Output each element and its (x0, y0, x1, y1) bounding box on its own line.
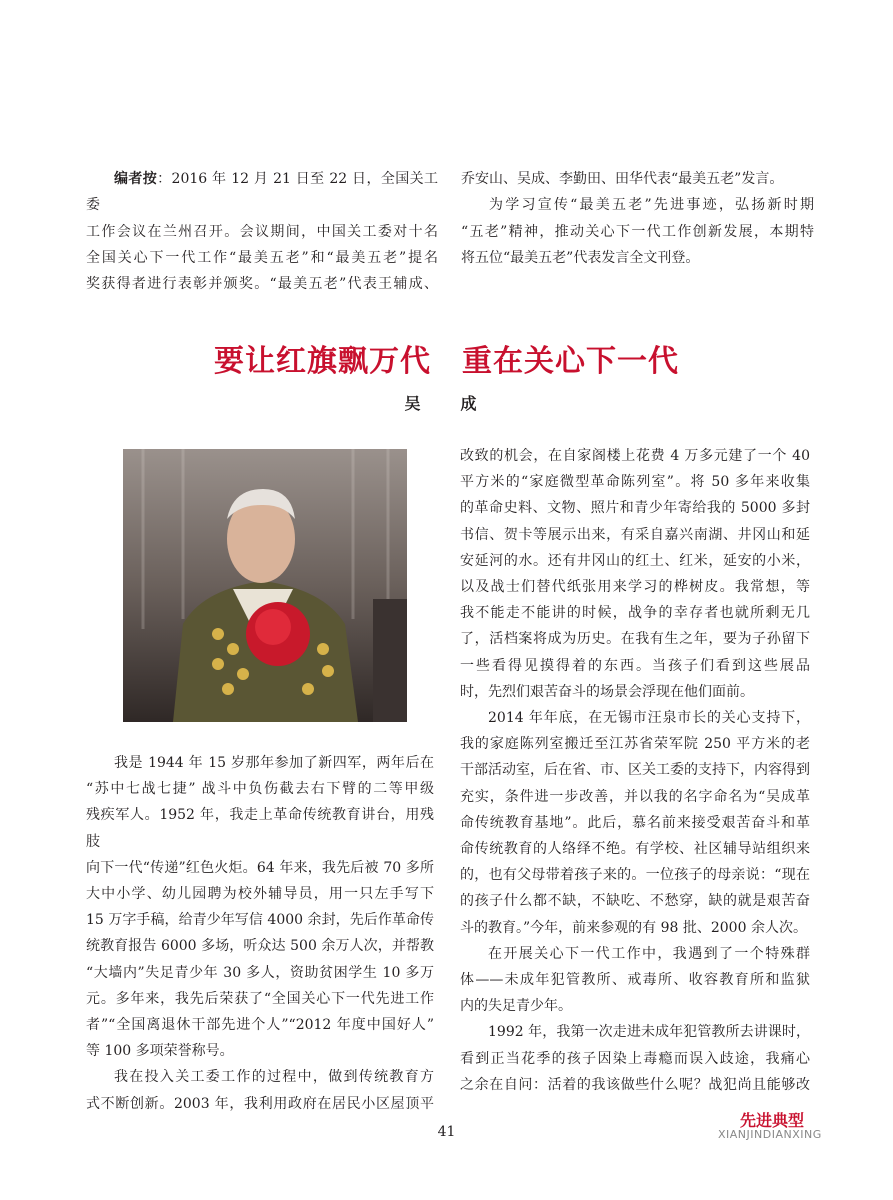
article-text-line: 之余在自问：活着的我该做些什么呢？战犯尚且能够改 (460, 1076, 810, 1093)
article-text-line: 在开展关心下一代工作中，我遇到了一个特殊群 (488, 945, 810, 962)
article-text-line: 等 100 多项荣誉称号。 (86, 1043, 234, 1060)
author-photo (123, 449, 407, 722)
article-text-line: 平方米的“家庭微型革命陈列室”。将 50 多年来收集 (460, 474, 810, 491)
article-text-line: 式不断创新。2003 年，我利用政府在居民小区屋顶平 (86, 1095, 434, 1112)
section-pinyin: XIANJINDIANXING (718, 1128, 822, 1141)
article-text-line: 者”“全国离退休干部先进个人”“2012 年度中国好人” (86, 1017, 434, 1034)
article-text-line: 的孩子什么都不缺，不缺吃、不愁穿，缺的就是艰苦奋 (460, 893, 810, 910)
editor-note-line: 乔安山、吴成、李勤田、田华代表“最美五老”发言。 (461, 171, 784, 187)
article-text-line: 向下一代“传递”红色火炬。64 年来，我先后被 70 多所 (86, 859, 434, 876)
article-text-line: 命传统教育基地”。此后，慕名前来接受艰苦奋斗和革 (460, 814, 810, 831)
article-left-column (86, 750, 434, 1117)
editor-note-line (86, 166, 438, 219)
editor-note-line: 工作会议在兰州召开。会议期间，中国关工委对十名 (86, 223, 438, 240)
article-author: 吴 成 (404, 394, 489, 413)
article-text-line: 干部活动室，后在省、市、区关工委的支持下，内容得到 (460, 762, 810, 779)
article-text-line: 的，也有父母带着孩子来的。一位孩子的母亲说：“现在 (460, 867, 810, 884)
section-name: 先进典型 (740, 1111, 805, 1130)
article-text-line: 改致的机会，在自家阁楼上花费 4 万多元建了一个 40 (460, 448, 810, 464)
article-text-line: 元。多年来，我先后荣获了“全国关心下一代先进工作 (86, 990, 434, 1007)
editor-note-line: 为学习宣传“最美五老”先进事迹，弘扬新时期 (489, 197, 814, 214)
editor-note-line: 奖获得者进行表彰并颁奖。“最美五老”代表王辅成、 (86, 276, 438, 293)
article-text-line: 了，活档案将成为历史。在我有生之年，要为子孙留下 (460, 631, 810, 648)
editor-note-line: “五老”精神，推动关心下一代工作创新发展，本期特 (461, 223, 814, 240)
article-text-line: 大中小学、幼儿园聘为校外辅导员，用一只左手写下 (86, 886, 434, 903)
speaker-portrait-image (123, 449, 407, 722)
article-text-line: 残疾军人。1952 年，我走上革命传统教育讲台，用残肢 (86, 807, 434, 850)
article-text-line: 的革命史料、文物、照片和青少年寄给我的 5000 多封 (460, 500, 810, 517)
article-text-line: 体——未成年犯管教所、戒毒所、收容教育所和监狱 (460, 972, 810, 989)
article-text-line: 内的失足青少年。 (460, 998, 572, 1015)
article-text-line: 2014 年年底，在无锡市汪泉市长的关心支持下， (488, 710, 810, 727)
article-text-line: 15 万字手稿，给青少年写信 4000 余封，先后作革命传 (86, 912, 434, 929)
article-text-line: 我是 1944 年 15 岁那年参加了新四军，两年后在 (114, 755, 434, 771)
editor-note-left (86, 166, 438, 297)
editor-note-line: 将五位“最美五老”代表发言全文刊登。 (461, 249, 700, 266)
article-title: 要让红旗飘万代 重在关心下一代 (214, 344, 679, 379)
article-text-line: 时，先烈们艰苦奋斗的场景会浮现在他们面前。 (460, 683, 754, 700)
article-text-line: 以及战士们替代纸张用来学习的桦树皮。我常想，等 (460, 579, 810, 596)
article-text-line: 安延河的水。还有井冈山的红土、红米，延安的小米， (460, 552, 810, 569)
editor-note-text: ：2016 年 12 月 21 日至 22 日，全国关工委 (86, 171, 438, 214)
article-text-line: 我不能走不能讲的时候，战争的幸存者也就所剩无几 (460, 605, 810, 622)
article-text-line: 充实，条件进一步改善，并以我的名字命名为“吴成革 (460, 788, 810, 805)
article-text-line: “苏中七战七捷” 战斗中负伤截去右下臂的二等甲级 (86, 781, 434, 798)
editor-note-label: 编者按 (114, 171, 158, 187)
article-text-line: 统教育报告 6000 多场，听众达 500 余万人次，并帮教 (86, 938, 434, 955)
article-text-line: 斗的教育。”今年，前来参观的有 98 批、2000 余人次。 (460, 919, 807, 936)
editor-note-line: 全国关心下一代工作“最美五老”和“最美五老”提名 (86, 249, 438, 266)
editor-note-right (461, 166, 814, 271)
article-text-line: 书信、贺卡等展示出来，有采自嘉兴南湖、井冈山和延 (460, 526, 810, 543)
article-text-line: “大墙内”失足青少年 30 多人，资助贫困学生 10 多万 (86, 964, 434, 981)
article-text-line: 命传统教育的人络绎不绝。有学校、社区辅导站组织来 (460, 841, 810, 858)
article-text-line: 我的家庭陈列室搬迁至江苏省荣军院 250 平方米的老 (460, 736, 810, 753)
article-text-line: 我在投入关工委工作的过程中，做到传统教育方 (114, 1069, 434, 1086)
article-text-line: 一些看得见摸得着的东西。当孩子们看到这些展品 (460, 657, 810, 674)
page-number: 41 (437, 1124, 456, 1140)
article-right-column (460, 443, 810, 1098)
article-text-line: 看到正当花季的孩子因染上毒瘾而误入歧途，我痛心 (460, 1050, 810, 1067)
article-text-line: 1992 年，我第一次走进未成年犯管教所去讲课时， (488, 1024, 810, 1041)
